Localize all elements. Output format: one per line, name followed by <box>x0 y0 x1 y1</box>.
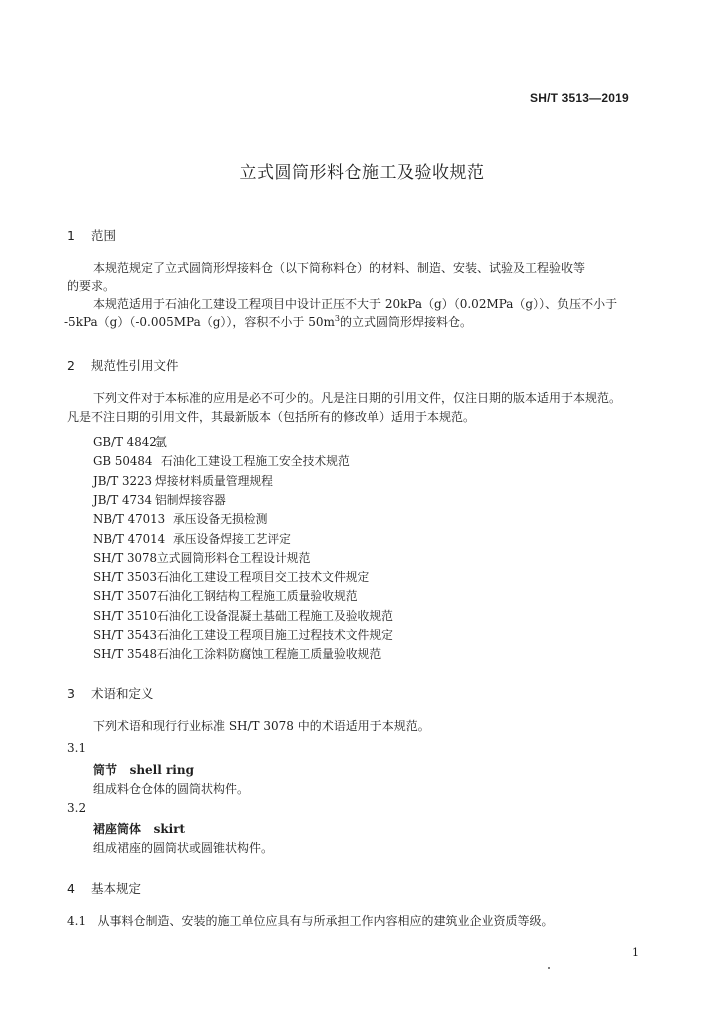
section-title: 基本规定 <box>91 881 142 896</box>
term-name-en: shell ring <box>129 763 194 777</box>
scope-text-a: -5kPa（g）（-0.005MPa（g）），容积不小于 50m <box>64 315 335 329</box>
scope-paragraph-2-line-1: 本规范适用于石油化工建设工程项目中设计正压不大于 20kPa（g）（0.02MPa（g））、负压不小于 <box>93 297 618 311</box>
reference-code: SH/T 3078 <box>93 550 157 565</box>
reference-item <box>93 607 393 624</box>
reference-title: 石油化工钢结构工程施工质量验收规范 <box>157 589 358 604</box>
reference-title: 铝制焊接容器 <box>155 492 226 507</box>
reference-code: NB/T 47014 <box>93 531 166 546</box>
reference-title: 石油化工建设工程施工安全技术规范 <box>161 454 350 469</box>
term-name-cn: 裙座筒体 <box>93 822 142 836</box>
term-name-cn: 筒节 <box>93 763 118 777</box>
reference-item <box>93 510 267 527</box>
reference-code: GB/T 4842 <box>93 435 157 449</box>
reference-code: SH/T 3507 <box>93 589 157 604</box>
section-number: 4 <box>67 881 75 896</box>
reference-item <box>93 433 167 450</box>
reference-title: 石油化工建设工程项目交工技术文件规定 <box>157 570 370 585</box>
reference-title: 氩 <box>155 435 167 449</box>
term-definition: 组成裙座的圆筒状或圆锥状构件。 <box>93 841 274 855</box>
reference-title: 石油化工涂料防腐蚀工程施工质量验收规范 <box>157 647 382 662</box>
reference-code: JB/T 3223 <box>93 473 153 488</box>
term-number: 3.1 <box>67 741 87 755</box>
superscript: 3 <box>334 314 340 323</box>
section-3-heading <box>67 684 154 702</box>
reference-title: 焊接材料质量管理规程 <box>155 473 273 488</box>
references-intro-line-1: 下列文件对于本标准的应用是必不可少的。凡是注日期的引用文件，仅注日期的版本适用于本规范。 <box>93 391 622 405</box>
scope-paragraph-1-line-1: 本规范规定了立式圆筒形焊接料仓（以下简称料仓）的材料、制造、安装、试验及工程验收等 <box>93 261 586 275</box>
term-name <box>93 820 185 837</box>
references-intro-line-2: 凡是不注日期的引用文件，其最新版本（包括所有的修改单）适用于本规范。 <box>67 410 476 424</box>
scope-text-b: 的立式圆筒形焊接料仓。 <box>339 315 472 329</box>
scope-paragraph-2-line-2 <box>64 314 472 331</box>
reference-title: 石油化工建设工程项目施工过程技术文件规定 <box>157 628 393 642</box>
scope-paragraph-1-line-2: 的要求。 <box>67 279 116 293</box>
page-number: 1 <box>632 946 639 959</box>
reference-title: 立式圆筒形料仓工程设计规范 <box>157 550 311 565</box>
reference-title: 承压设备焊接工艺评定 <box>173 531 291 546</box>
clause-4-1 <box>67 913 554 930</box>
scan-dot <box>548 967 550 969</box>
standard-code: SH/T 3513—2019 <box>530 91 629 105</box>
term-definition: 组成料仓仓体的圆筒状构件。 <box>93 782 250 796</box>
section-2-heading <box>67 356 179 374</box>
reference-item <box>93 645 381 662</box>
clause-number: 4.1 <box>67 914 87 928</box>
reference-code: SH/T 3503 <box>93 570 157 585</box>
section-title: 规范性引用文件 <box>91 358 179 373</box>
section-1-heading <box>67 226 116 244</box>
reference-code: GB 50484 <box>93 454 153 469</box>
reference-item <box>93 491 226 508</box>
reference-item <box>93 530 291 547</box>
section-number: 3 <box>67 686 75 701</box>
section-title: 范围 <box>91 228 117 243</box>
reference-item <box>93 568 369 585</box>
terms-intro: 下列术语和现行行业标准 SH/T 3078 中的术语适用于本规范。 <box>93 719 430 733</box>
reference-item <box>93 626 393 643</box>
term-name-en: skirt <box>153 822 186 836</box>
section-number: 1 <box>67 228 75 243</box>
term-name <box>93 761 194 778</box>
document-title: 立式圆筒形料仓施工及验收规范 <box>239 163 485 183</box>
section-number: 2 <box>67 358 75 373</box>
reference-code: SH/T 3543 <box>93 628 157 642</box>
term-number: 3.2 <box>67 801 87 815</box>
reference-item <box>93 452 350 469</box>
reference-item <box>93 472 273 489</box>
reference-code: SH/T 3548 <box>93 647 157 662</box>
reference-code: NB/T 47013 <box>93 512 166 527</box>
section-4-heading <box>67 879 141 897</box>
reference-title: 石油化工设备混凝土基础工程施工及验收规范 <box>157 608 393 623</box>
reference-code: SH/T 3510 <box>93 608 157 623</box>
clause-text: 从事料仓制造、安装的施工单位应具有与所承担工作内容相应的建筑业企业资质等级。 <box>97 914 554 928</box>
reference-item <box>93 549 310 566</box>
reference-code: JB/T 4734 <box>93 492 153 507</box>
reference-item <box>93 587 358 604</box>
section-title: 术语和定义 <box>91 686 154 701</box>
reference-title: 承压设备无损检测 <box>173 512 268 527</box>
